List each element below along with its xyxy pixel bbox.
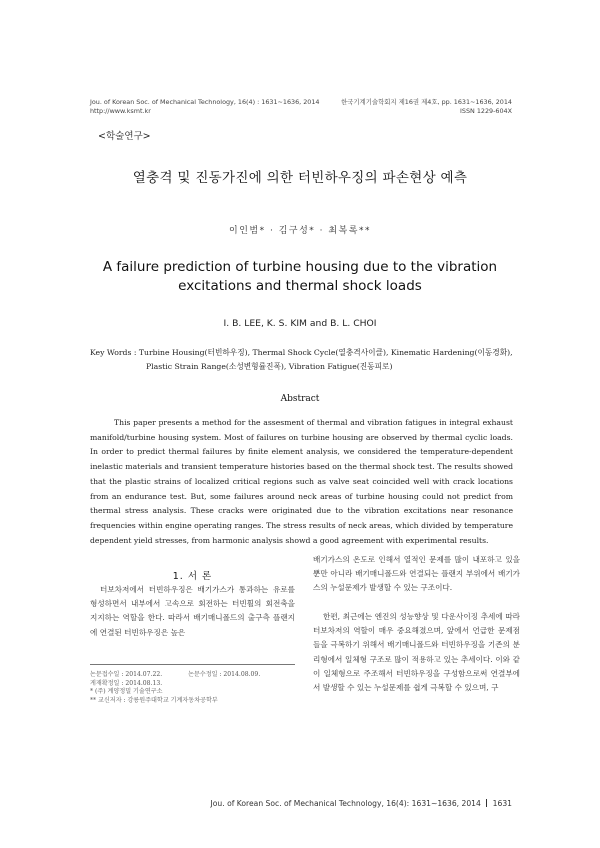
title-korean: 열충격 및 진동가진에 의한 터빈하우징의 파손현상 예측 xyxy=(132,170,468,186)
received-date: 논문접수일 : 2014.07.22. xyxy=(90,671,163,678)
page-number: 1631 xyxy=(492,799,512,808)
journal-citation-korean: 한국기계기술학회지 제16권 제4호, pp. 1631~1636, 2014 xyxy=(341,98,512,106)
journal-header-left xyxy=(90,98,320,115)
footnote-affiliation-1: * (주) 계양정밀 기술연구소 xyxy=(90,688,163,696)
title-english-line2: excitations and thermal shock loads xyxy=(178,278,422,294)
footer-divider xyxy=(486,799,487,807)
keywords-line2: Plastic Strain Range(소성변형률진폭), Vibration Fatigue(진동피로) xyxy=(146,362,393,371)
keywords-line1: Key Words : Turbine Housing(터빈하우징), Thermal Shock Cycle(열충격사이클), Kinematic Hardening(이동경화), xyxy=(90,348,513,357)
footnote-divider xyxy=(90,664,295,665)
page-footer xyxy=(211,799,512,808)
revised-date: 논문수정일 : 2014.08.09. xyxy=(188,671,261,678)
intro-paragraph-left: 터보차저에서 터빈하우징은 배기가스가 통과하는 유로를 형성하면서 내부에서 고속으로 회전하는 터빈휠의 회전축을 지지하는 역할을 한다. 따라서 배기매니폴드의 출구측 플랜지에 연결된 터빈하우징은 높은 xyxy=(90,585,295,637)
footnote-affiliation-2: ** 교신저자 : 강릉원주대학교 기계자동차공학부 xyxy=(90,696,218,704)
title-english xyxy=(0,258,600,296)
intro-paragraph-right-2: 한편, 최근에는 엔진의 성능향상 및 다운사이징 추세에 따라 터보차저의 역할이 매우 중요해졌으며, 앞에서 언급한 문제점들을 극복하기 위해서 배기매니폴드와 터빈하우징을 기존의 분리형에서 일체형 구조로 많이 적용하고 있는 추세이다. 이와 같이 일체형으로 주조해서 터빈하우징을 구성함으로써 연결부에서 발생할 수 있는 누설문제를 쉽게 극복할 수 있으며, 구 xyxy=(313,612,520,693)
keywords xyxy=(90,346,550,374)
journal-citation: Jou. of Korean Soc. of Mechanical Technology, 16(4) : 1631~1636, 2014 xyxy=(90,98,320,106)
abstract-body: This paper presents a method for the assesment of thermal and vibration fatigues in integral exhaust manifold/turbine housing system. Most of failures on turbine housing are observed by thermal cyclic loads. In order to predict thermal failures by finite element analysis, we considered the temperature-dependent inelastic materials and transient temperature histories based on the thermal shock test. The results showed that the plastic strains of localized critical regions such as valve seat coincided well with crack locations from an endurance test. But, some failures around neck areas of turbine housing could not predict from thermal stress analysis. These cracks were originated due to the vibration excitations near resonance frequencies within engine operating ranges. The stress results of neck areas, which divided by temperature dependent yield stresses, from harmonic analysis showd a good agreement with experimental results. xyxy=(90,418,513,545)
footer-citation: Jou. of Korean Soc. of Mechanical Technology, 16(4): 1631~1636, 2014 xyxy=(210,799,481,808)
section-heading-introduction: 1. 서 론 xyxy=(172,571,213,582)
footnotes xyxy=(90,671,305,705)
abstract-heading: Abstract xyxy=(280,394,320,404)
authors-english: I. B. LEE, K. S. KIM and B. L. CHOI xyxy=(223,318,377,329)
journal-url: http://www.ksmt.kr xyxy=(90,106,151,115)
intro-paragraph-right-1: 배기가스의 온도로 인해서 열적인 문제를 많이 내포하고 있을 뿐만 아니라 배기매니폴드와 연결되는 플랜지 부위에서 배기가스의 누설문제가 발생할 수 있는 구조이다. xyxy=(313,555,520,593)
issn: ISSN 1229-604X xyxy=(460,106,512,115)
journal-header-right xyxy=(341,98,512,115)
title-english-line1: A failure prediction of turbine housing due to the vibration xyxy=(102,259,498,275)
accepted-date: 게재확정일 : 2014.08.13. xyxy=(90,679,163,687)
authors-korean: 이인범* · 김구성* · 최복록** xyxy=(229,226,371,236)
footnote-dates xyxy=(90,671,305,680)
article-type-tag: <학술연구> xyxy=(98,131,151,142)
